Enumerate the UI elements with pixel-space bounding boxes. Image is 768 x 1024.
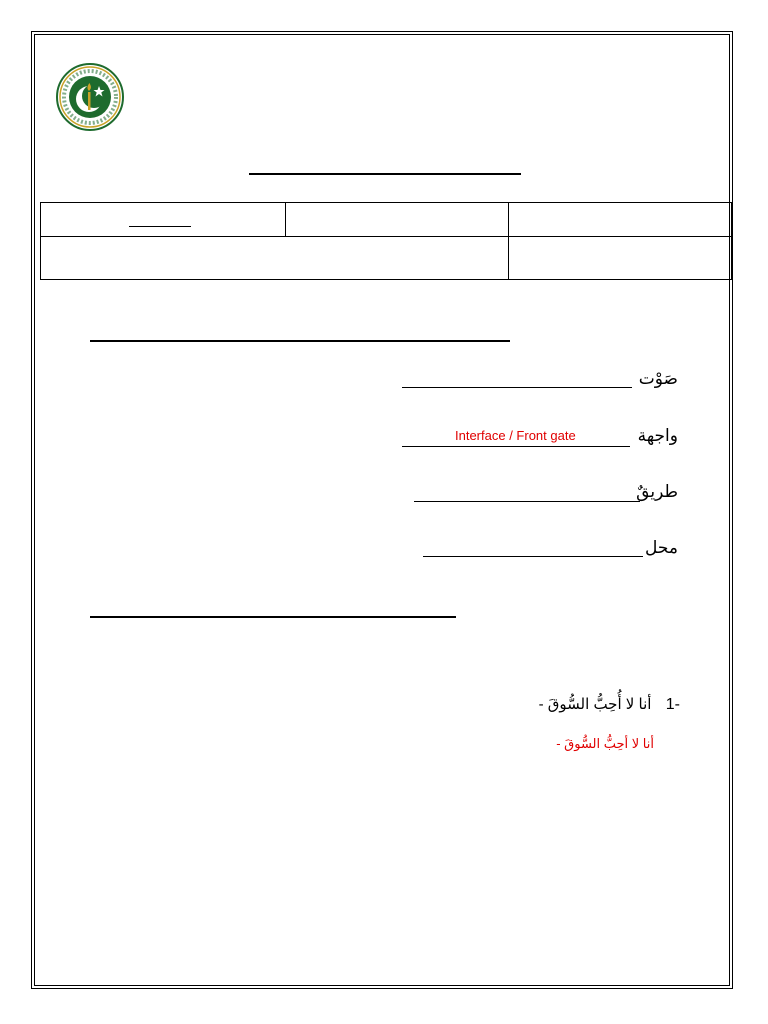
title-line [249,173,521,175]
answer-line [423,556,643,557]
section-heading-line [90,616,456,618]
vocab-answer: Interface / Front gate [455,428,576,443]
sentence-item [539,695,680,714]
info-cell [286,203,509,237]
item-number: -1 [665,696,680,713]
vocab-word: واجهة [637,426,678,445]
school-logo [55,62,125,132]
info-cell [41,237,509,280]
blank-line [129,226,191,227]
info-cell [509,237,732,280]
answer-line [402,446,630,447]
answer-line [402,387,632,388]
vocab-word: طريقٌ [636,482,678,501]
answer-line [414,501,640,502]
sentence-text: أنا لا أُحِبُّ السُّوقَ - [538,696,652,713]
vocab-word: صَوْت [638,369,678,388]
info-cell [41,203,286,237]
section-heading-line [90,340,510,342]
info-table [40,202,732,280]
vocab-word: محل [645,538,678,557]
sentence-answer: أنا لا أحِبُّ السُّوقَ - [556,736,654,751]
info-cell [509,203,732,237]
